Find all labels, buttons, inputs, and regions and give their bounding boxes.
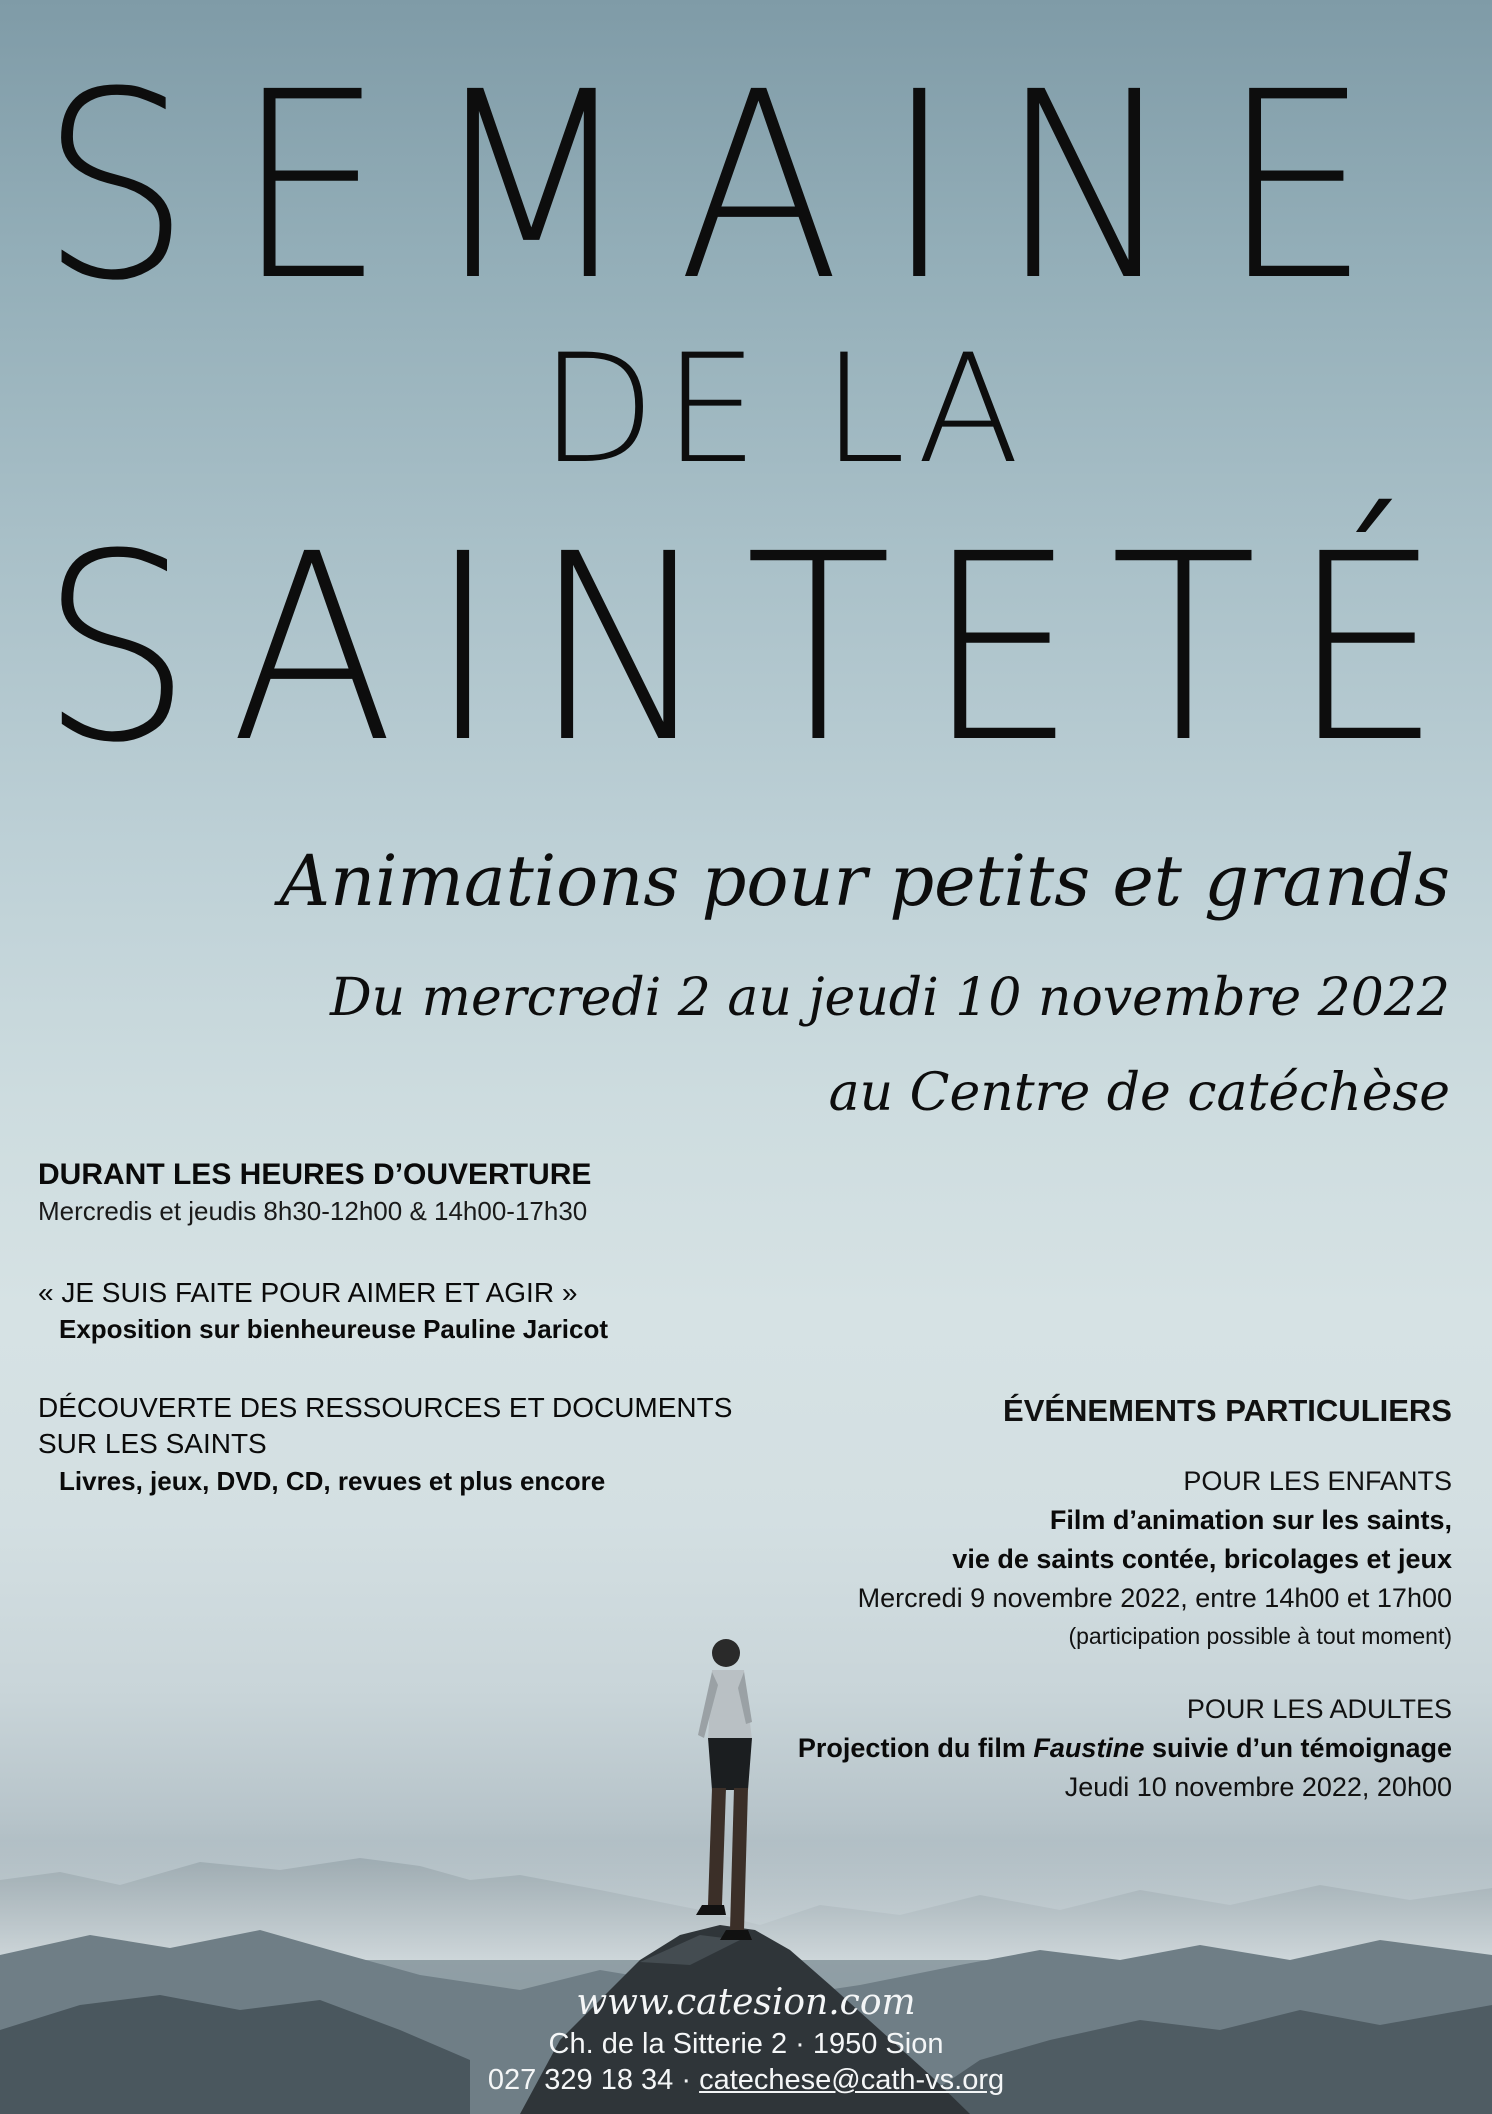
exhibition-text: Exposition sur bienheureuse Pauline Jaricot <box>59 1314 609 1345</box>
adults-event-block <box>732 1690 1452 1807</box>
special-events-heading: ÉVÉNEMENTS PARTICULIERS <box>1003 1393 1452 1428</box>
contact-line <box>0 2064 1492 2097</box>
phone: 027 329 18 34 · <box>487 2064 700 2096</box>
event-dates: Du mercredi 2 au jeudi 10 novembre 2022 <box>329 968 1450 1028</box>
resources-block <box>38 1390 758 1499</box>
address: Ch. de la Sitterie 2 · 1950 Sion <box>548 2028 944 2060</box>
kids-line2: vie de saints contée, bricolages et jeux <box>952 1544 1452 1575</box>
kids-line1: Film d’animation sur les saints, <box>1049 1505 1452 1536</box>
adults-label: POUR LES ADULTES <box>1186 1694 1452 1724</box>
kids-label: POUR LES ENFANTS <box>1183 1466 1452 1496</box>
adults-date: Jeudi 10 novembre 2022, 20h00 <box>1064 1772 1452 1803</box>
kids-note: (participation possible à tout moment) <box>1068 1622 1452 1649</box>
resources-text: Livres, jeux, DVD, CD, revues et plus encore <box>59 1465 606 1496</box>
headline-saintete: SAINTETÉ <box>40 499 1476 799</box>
resources-heading-line2: SUR LES SAINTS <box>38 1428 267 1460</box>
email-link[interactable]: catechese@cath-vs.org <box>699 2064 1005 2096</box>
opening-hours-heading: DURANT LES HEURES D’OUVERTURE <box>38 1158 592 1191</box>
exhibition-block <box>38 1275 758 1348</box>
kids-date: Mercredi 9 novembre 2022, entre 14h00 et 17h00 <box>857 1583 1452 1614</box>
tagline: Animations pour petits et grands <box>279 840 1450 922</box>
adults-film-post: suivie d’un témoignage <box>1144 1733 1452 1764</box>
film-title: Faustine <box>1033 1733 1145 1764</box>
headline-de-la: DE LA <box>540 323 1028 497</box>
headline-semaine: SEMAINE <box>40 37 1415 337</box>
resources-heading-line1: DÉCOUVERTE DES RESSOURCES ET DOCUMENTS <box>38 1392 733 1423</box>
exhibition-heading: « JE SUIS FAITE POUR AIMER ET AGIR » <box>38 1277 578 1308</box>
opening-hours-block <box>38 1155 758 1229</box>
adults-film-line <box>732 1729 1452 1768</box>
event-place: au Centre de catéchèse <box>828 1063 1450 1123</box>
kids-event-block <box>732 1462 1452 1653</box>
opening-hours-text: Mercredis et jeudis 8h30-12h00 & 14h00-17h30 <box>38 1196 588 1226</box>
adults-film-pre: Projection du film <box>797 1733 1034 1764</box>
website-link[interactable]: www.catesion.com <box>576 1982 916 2023</box>
